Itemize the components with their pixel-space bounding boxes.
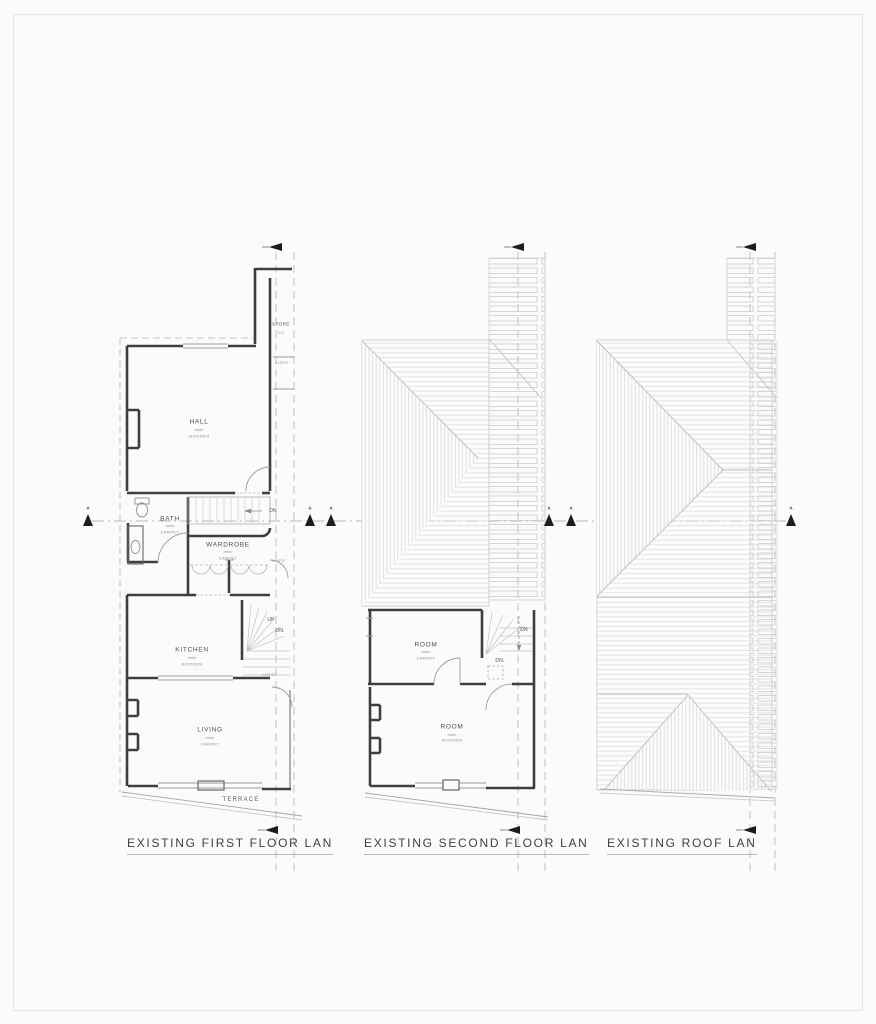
threshold-finish-label: CARPET bbox=[271, 559, 287, 563]
section-a-triangle-icon bbox=[566, 514, 576, 526]
room-finish-wardrobe: CARPET bbox=[218, 555, 238, 561]
room-finish-bath: CARPET bbox=[160, 529, 180, 534]
sink-icon bbox=[128, 526, 143, 564]
section-arrow-icon bbox=[736, 243, 756, 251]
room-label-front-room: ROOM bbox=[414, 641, 438, 649]
room-finish-living: CARPET bbox=[200, 741, 220, 746]
stair-down-label: DN. bbox=[495, 658, 505, 664]
threshold-finish-label: CARPET bbox=[261, 673, 277, 677]
section-a-label: A bbox=[329, 505, 333, 511]
room-label-store: STORE bbox=[272, 321, 290, 327]
plan-title-second-floor: EXISTING SECOND FLOOR LAN bbox=[364, 836, 589, 855]
stair-up-label: UP bbox=[267, 617, 275, 623]
threshold-finish-label: CARPET bbox=[274, 361, 290, 365]
room-finish-hall: WOODEN bbox=[188, 433, 210, 439]
room-label-living: LIVING bbox=[197, 726, 223, 734]
section-a-label: A bbox=[789, 505, 793, 511]
section-a-label: A bbox=[308, 505, 312, 511]
section-arrow-icon bbox=[500, 826, 520, 834]
stair-down-label: DN bbox=[269, 508, 277, 514]
plan-title-roof: EXISTING ROOF LAN bbox=[607, 836, 757, 855]
room-label-bath: BATH bbox=[160, 515, 180, 523]
stair-down-label: DN bbox=[520, 627, 528, 633]
section-arrow-icon bbox=[736, 826, 756, 834]
section-a-triangle-icon bbox=[544, 514, 554, 526]
toilet-icon bbox=[135, 498, 149, 517]
first-floor-plan bbox=[122, 268, 302, 820]
section-a-label: A bbox=[86, 505, 90, 511]
section-arrow-icon bbox=[504, 243, 524, 251]
section-a-label: A bbox=[569, 505, 573, 511]
room-finish-back-room: WOODEN bbox=[441, 737, 463, 743]
room-label-back-room: ROOM bbox=[440, 723, 464, 731]
roof-plan bbox=[597, 258, 777, 801]
room-label-wardrobe: WARDROBE bbox=[206, 541, 250, 549]
room-finish-store: TILE bbox=[277, 331, 285, 335]
stair-down-label: DN. bbox=[275, 628, 285, 634]
section-arrow-icon bbox=[258, 826, 278, 834]
second-floor-stair bbox=[486, 612, 533, 654]
plan-title-first-floor: EXISTING FIRST FLOOR LAN bbox=[127, 836, 333, 855]
section-a-triangle-icon bbox=[83, 514, 93, 526]
second-floor-plan bbox=[362, 258, 551, 820]
section-arrow-icon bbox=[262, 243, 282, 251]
room-finish-kitchen: WOODEN bbox=[181, 661, 203, 666]
room-label-hall: HALL bbox=[189, 418, 209, 426]
room-label-kitchen: KITCHEN bbox=[175, 646, 209, 654]
terrace-label: TERRACE bbox=[219, 797, 262, 803]
section-a-triangle-icon bbox=[305, 514, 315, 526]
winder-stair bbox=[243, 604, 290, 675]
section-a-triangle-icon bbox=[326, 514, 336, 526]
section-a-triangle-icon bbox=[786, 514, 796, 526]
section-a-label: A bbox=[547, 505, 551, 511]
room-finish-front-room: CARPET bbox=[416, 655, 436, 660]
